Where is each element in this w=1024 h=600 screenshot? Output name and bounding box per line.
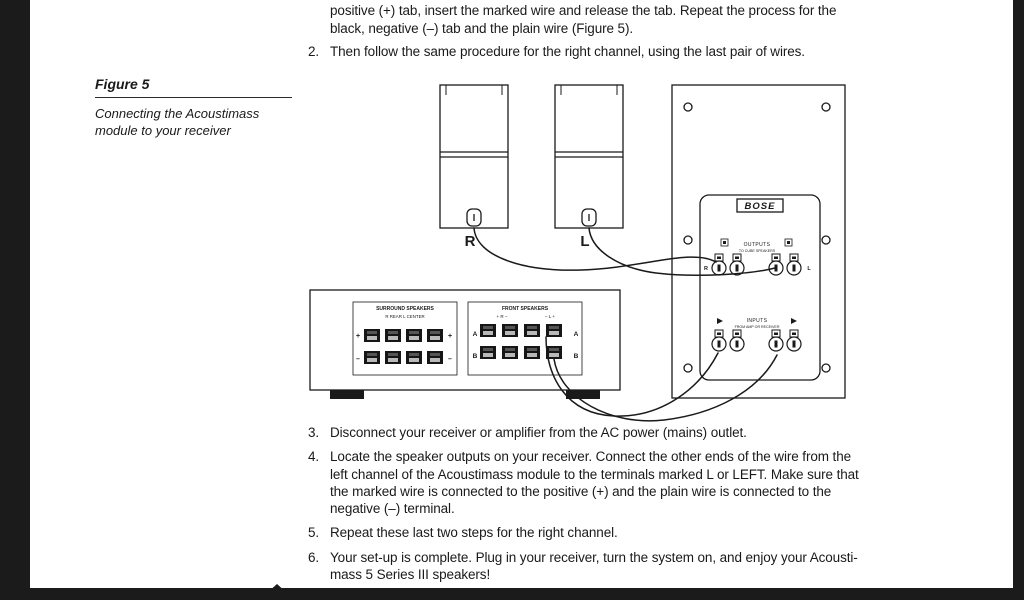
receiver-foot	[330, 390, 364, 399]
left-frame-bar	[0, 0, 30, 600]
instruction-text: Locate the speaker outputs on your receiver. Connect the other ends of the wire from the	[330, 449, 852, 465]
front-terminal	[524, 346, 540, 359]
surround-terminal	[406, 351, 422, 364]
receiver-rear-panel	[310, 290, 620, 399]
output-terminal	[787, 254, 801, 275]
screw-hole	[822, 364, 830, 372]
screw-hole	[684, 236, 692, 244]
cube-speaker-left	[555, 85, 623, 228]
surround-terminal	[385, 351, 401, 364]
instruction-text: left channel of the Acoustimass module to the terminals marked L or LEFT. Make sure that	[330, 466, 859, 482]
instruction-number: 5.	[308, 525, 320, 541]
plus-marker: +	[355, 333, 361, 340]
instruction-item-3	[308, 424, 963, 441]
instruction-number: 6.	[308, 549, 320, 565]
instruction-text: mass 5 Series III speakers!	[330, 567, 491, 583]
instruction-text: Then follow the same procedure for the right channel, using the last pair of wires.	[330, 44, 805, 60]
instruction-continuation-line: positive (+) tab, insert the marked wire and release the tab. Repeat the process for the	[330, 3, 837, 18]
outputs-right-channel-label: R	[704, 266, 708, 272]
bottom-frame-bar	[0, 588, 1024, 600]
minus-marker: –	[448, 356, 452, 363]
surround-terminal	[364, 329, 380, 342]
instruction-item-4	[308, 448, 963, 517]
instruction-number: 2.	[308, 44, 320, 60]
top-instructions	[308, 2, 973, 61]
surround-terminal	[385, 329, 401, 342]
instruction-continuation-line: black, negative (–) tab and the plain wire (Figure 5).	[330, 20, 634, 36]
front-left-markers: + R –	[496, 314, 508, 319]
figure-caption-line: Connecting the Acoustimass	[95, 106, 260, 121]
surround-terminal	[406, 329, 422, 342]
row-b-label: B	[573, 353, 579, 360]
figure-title: Figure 5	[95, 76, 150, 92]
speaker-wire-right	[474, 228, 716, 270]
figure-caption	[95, 76, 300, 139]
arrow-icon	[717, 318, 723, 324]
surround-terminal	[427, 329, 443, 342]
plus-marker: +	[447, 333, 453, 340]
speaker-left-label: L	[580, 233, 590, 250]
surround-terminal	[364, 351, 380, 364]
inputs-label: INPUTS	[746, 318, 768, 324]
row-b-label: B	[472, 353, 478, 360]
instruction-text: the marked wire is connected to the positive (+) and the plain wire is connected to the	[330, 483, 832, 499]
outputs-label: OUTPUTS	[743, 242, 771, 248]
screw-hole	[822, 103, 830, 111]
front-speakers-title: FRONT SPEAKERS	[501, 306, 549, 312]
front-terminal	[546, 324, 562, 337]
cube-speaker-right	[440, 85, 508, 228]
outputs-sublabel: TO CUBE SPEAKERS	[738, 249, 776, 253]
front-terminal	[524, 324, 540, 337]
instruction-item-6	[308, 549, 963, 584]
inputs-sublabel: FROM AMP OR RECEIVER	[734, 325, 780, 329]
bottom-instructions	[308, 424, 963, 590]
front-right-markers: – L +	[544, 314, 556, 319]
row-a-label: A	[573, 331, 579, 338]
screw-hole	[684, 364, 692, 372]
speaker-right-label: R	[464, 233, 476, 250]
input-terminal	[787, 330, 801, 351]
instruction-text: Repeat these last two steps for the right channel.	[330, 525, 618, 541]
screw-hole	[822, 236, 830, 244]
wiring-diagram	[300, 78, 860, 430]
input-terminal	[730, 330, 744, 351]
surround-speakers-title: SURROUND SPEAKERS	[376, 306, 434, 312]
instruction-number: 4.	[308, 449, 320, 465]
front-terminal	[502, 324, 518, 337]
bose-logo: BOSE	[744, 201, 776, 212]
figure-caption-line: module to your receiver	[95, 122, 231, 138]
row-a-label: A	[472, 331, 478, 338]
cube-speaker-icon	[721, 239, 728, 246]
input-terminal	[769, 330, 783, 351]
output-terminal	[769, 254, 783, 275]
front-speakers-group	[468, 302, 582, 375]
output-terminal	[730, 254, 744, 275]
surround-terminal	[427, 351, 443, 364]
screw-hole	[684, 103, 692, 111]
right-frame-bar	[1013, 0, 1024, 600]
instruction-number: 3.	[308, 425, 320, 440]
instruction-text: Your set-up is complete. Plug in your receiver, turn the system on, and enjoy your Acousti-	[330, 549, 858, 565]
receiver-wire-1	[546, 337, 718, 416]
front-terminal	[480, 346, 496, 359]
instruction-text: negative (–) terminal.	[330, 501, 455, 517]
instruction-item-5	[308, 524, 963, 541]
figure-rule	[95, 97, 292, 98]
front-terminal	[502, 346, 518, 359]
arrow-icon	[791, 318, 797, 324]
instruction-item-2	[308, 43, 973, 61]
instruction-text: Disconnect your receiver or amplifier from the AC power (mains) outlet.	[330, 425, 747, 440]
output-terminal	[712, 254, 726, 275]
outputs-left-channel-label: L	[807, 266, 811, 272]
surround-channels-label: R REAR L CENTER	[385, 314, 425, 319]
cube-speaker-icon	[785, 239, 792, 246]
module-connection-panel	[700, 195, 820, 380]
front-terminal	[480, 324, 496, 337]
minus-marker: –	[356, 356, 360, 363]
input-terminal	[712, 330, 726, 351]
